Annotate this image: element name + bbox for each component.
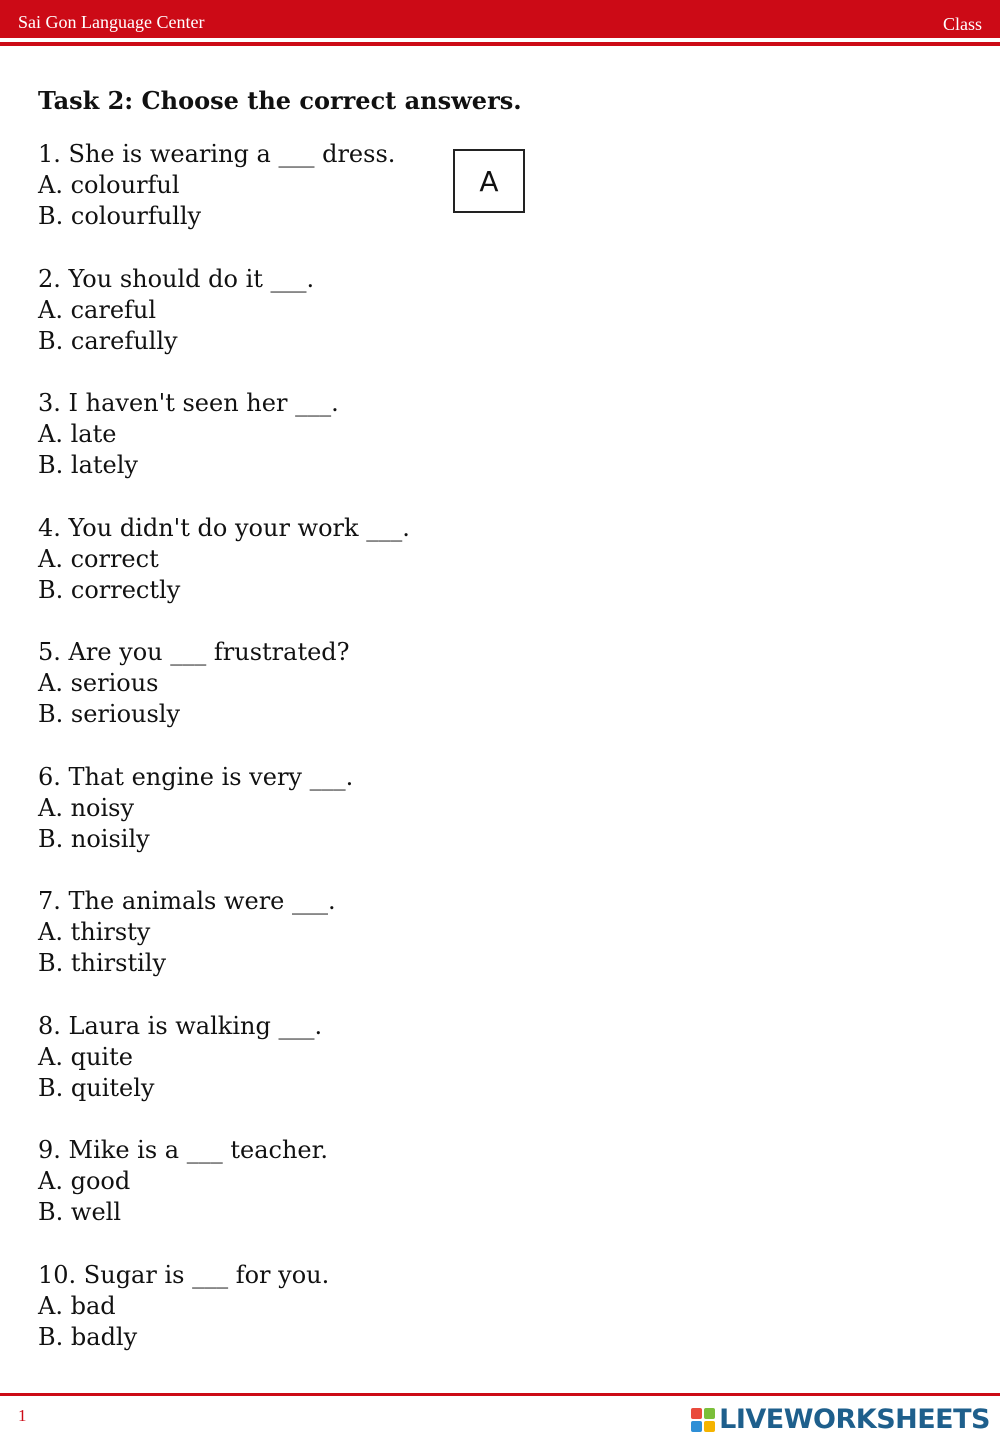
question-8: [38, 1011, 558, 1136]
center-name: Sai Gon Language Center: [18, 12, 205, 32]
brand-name: LIVEWORKSHEETS: [719, 1404, 990, 1435]
option-b[interactable]: B. lately: [38, 451, 138, 479]
question-4: [38, 513, 558, 638]
question-prompt: 1. She is wearing a ___ dress.: [38, 140, 396, 168]
question-prompt: 4. You didn't do your work ___.: [38, 513, 410, 542]
task-title: Task 2: Choose the correct answers.: [38, 86, 522, 115]
class-label: Class: [942, 14, 982, 34]
question-prompt: 5. Are you ___ frustrated?: [38, 638, 350, 666]
question-prompt: 10. Sugar is ___ for you.: [38, 1260, 330, 1289]
question-prompt: 9. Mike is a ___ teacher.: [38, 1136, 329, 1164]
question-6: [38, 762, 558, 887]
option-b[interactable]: B. quitely: [38, 1073, 155, 1102]
question-2: [38, 264, 558, 389]
option-a[interactable]: A. quite: [38, 1042, 133, 1071]
question-9: [38, 1135, 558, 1260]
option-a[interactable]: A. noisy: [38, 793, 135, 822]
option-b[interactable]: B. seriously: [38, 700, 181, 728]
question-10: [38, 1260, 558, 1385]
question-prompt: 3. I haven't seen her ___.: [38, 389, 339, 417]
question-prompt: 6. That engine is very ___.: [38, 762, 354, 791]
liveworksheets-logo-icon: [691, 1408, 715, 1432]
option-b[interactable]: B. correctly: [38, 575, 181, 604]
option-a[interactable]: A. good: [38, 1167, 131, 1195]
answer-input-box[interactable]: A: [453, 149, 525, 213]
question-prompt: 8. Laura is walking ___.: [38, 1011, 323, 1040]
option-b[interactable]: B. well: [38, 1198, 121, 1226]
page-number: 1: [18, 1406, 27, 1425]
option-b[interactable]: B. carefully: [38, 326, 178, 355]
question-prompt: 7. The animals were ___.: [38, 887, 336, 915]
option-a[interactable]: A. thirsty: [38, 918, 151, 946]
option-a[interactable]: A. colourful: [38, 171, 180, 199]
option-b[interactable]: B. thirstily: [38, 949, 167, 977]
option-a[interactable]: A. correct: [38, 544, 159, 573]
option-a[interactable]: A. serious: [38, 669, 159, 697]
option-a[interactable]: A. bad: [38, 1291, 116, 1320]
question-prompt: 2. You should do it ___.: [38, 264, 315, 293]
option-b[interactable]: B. noisily: [38, 824, 150, 853]
option-b[interactable]: B. badly: [38, 1322, 138, 1351]
option-b[interactable]: B. colourfully: [38, 202, 202, 230]
page-header: [0, 0, 1000, 38]
brand-footer[interactable]: [691, 1404, 990, 1435]
option-a[interactable]: A. late: [38, 420, 117, 448]
question-7: [38, 886, 558, 1011]
footer-divider: [0, 1393, 1000, 1396]
header-divider: [0, 42, 1000, 46]
question-3: [38, 388, 558, 513]
option-a[interactable]: A. careful: [38, 295, 157, 324]
question-5: [38, 637, 558, 762]
question-list: [38, 139, 558, 1384]
